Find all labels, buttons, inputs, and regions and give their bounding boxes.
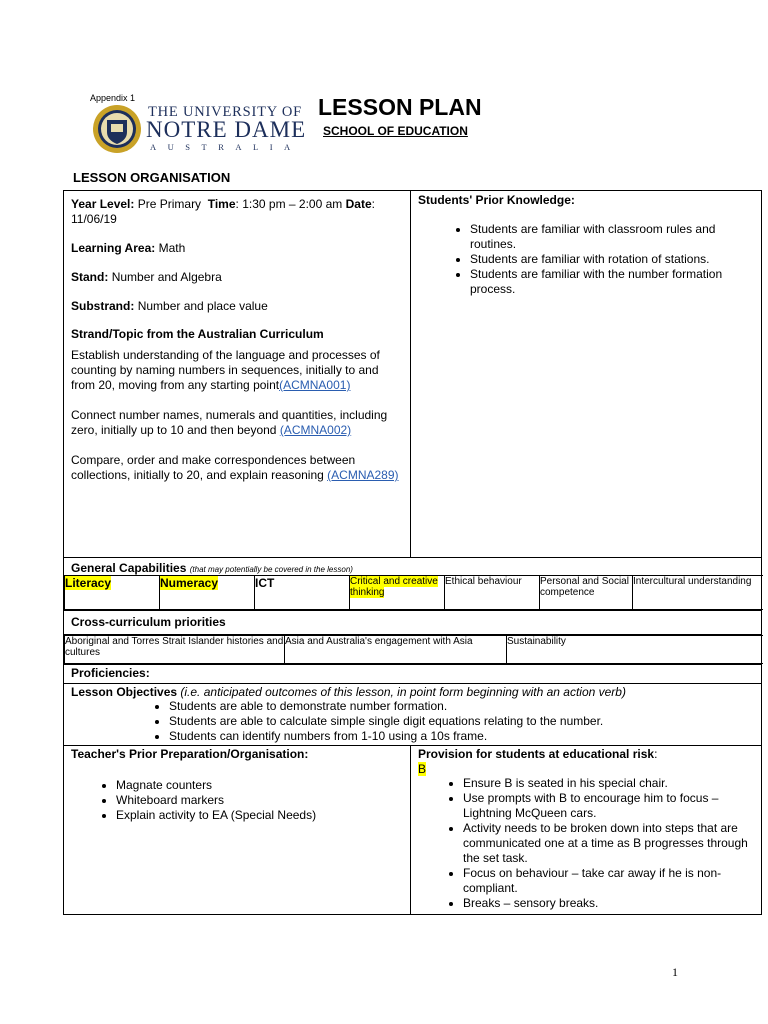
page-subtitle: SCHOOL OF EDUCATION	[323, 124, 468, 138]
provision-cell	[411, 746, 762, 915]
learning-area-line	[71, 241, 403, 255]
general-capabilities-cell	[64, 558, 762, 611]
curriculum-item-3	[71, 453, 403, 483]
logo-line-1: THE UNIVERSITY OF	[148, 104, 303, 120]
stand-line	[71, 270, 403, 284]
time-label: Time	[207, 197, 236, 211]
list-item: • Explain activity to EA (Special Needs)	[116, 808, 410, 823]
substrand-label: Substrand:	[71, 299, 135, 313]
date-label: Date	[345, 197, 372, 211]
provision-colon: :	[654, 747, 658, 761]
list-item: • Magnate counters	[116, 778, 410, 793]
preparation-label: Teacher's Prior Preparation/Organisation:	[71, 747, 309, 761]
capability-label: Numeracy	[160, 576, 219, 590]
cross-curriculum-cell	[64, 611, 762, 665]
objectives-label: Lesson Objectives	[71, 685, 178, 699]
page-number: 1	[672, 965, 678, 979]
provision-heading	[411, 746, 761, 762]
student-badge: B	[418, 762, 427, 776]
logo-line-2: NOTRE DAME	[146, 117, 307, 142]
list-item: • Ensure B is seated in his special chair.	[463, 776, 761, 791]
objectives-cell	[64, 684, 762, 746]
priority-aboriginal: Aboriginal and Torres Strait Islander histories and cultures	[65, 636, 285, 664]
curriculum-item-1	[71, 348, 403, 393]
preparation-list	[64, 778, 410, 823]
curriculum-item-2	[71, 408, 403, 438]
details-row	[64, 191, 762, 558]
capabilities-table	[64, 575, 763, 610]
prior-knowledge-list	[418, 222, 754, 297]
stand-label: Stand:	[71, 270, 109, 284]
cross-curriculum-heading: Cross-curriculum priorities	[64, 611, 761, 635]
substrand-line	[71, 299, 403, 313]
logo-line-3: AUSTRALIA	[150, 142, 302, 152]
stand-value: Number and Algebra	[111, 270, 222, 284]
section-heading: LESSON ORGANISATION	[73, 170, 231, 185]
year-level-label: Year Level:	[71, 197, 135, 211]
cross-curriculum-row	[64, 611, 762, 665]
list-item: • Use prompts with B to encourage him to focus – Lightning McQueen cars.	[463, 791, 761, 821]
general-capabilities-label: General Capabilities	[71, 561, 187, 575]
capability-personal-social: Personal and Social competence	[540, 576, 633, 610]
capability-ethical-behaviour: Ethical behaviour	[445, 576, 540, 610]
list-item: • Students are familiar with classroom rules and routines.	[470, 222, 754, 252]
objectives-heading	[64, 684, 761, 699]
curriculum-text-1: Establish understanding of the language and processes of counting by naming numbers in sequences, initially to and from 20, moving from any starting point	[71, 348, 380, 392]
preparation-heading	[64, 746, 410, 762]
capability-intercultural: Intercultural understanding	[633, 576, 763, 610]
list-item: • Breaks – sensory breaks.	[463, 896, 761, 911]
objectives-note: (i.e. anticipated outcomes of this lesson, in point form beginning with an action verb)	[180, 685, 626, 699]
objectives-list	[64, 699, 761, 744]
capability-label: Literacy	[65, 576, 112, 590]
cross-curriculum-table	[64, 635, 763, 664]
proficiencies-label: Proficiencies:	[71, 666, 150, 680]
list-item: • Students are able to calculate simple single digit equations relating to the number.	[169, 714, 761, 729]
provision-label: Provision for students at educational risk	[418, 747, 655, 761]
date-value: : 11/06/19	[71, 197, 375, 226]
provision-list	[411, 776, 761, 911]
capability-critical-thinking	[350, 576, 445, 610]
strand-topic-heading: Strand/Topic from the Australian Curriculum	[71, 327, 324, 341]
list-item: • Students can identify numbers from 1-10 using a 10s frame.	[169, 729, 761, 744]
university-logo	[92, 104, 307, 156]
preparation-row	[64, 746, 762, 915]
capability-numeracy	[160, 576, 255, 610]
lesson-table	[63, 190, 762, 915]
page-title: LESSON PLAN	[318, 94, 482, 120]
objectives-row	[64, 684, 762, 746]
curriculum-link-acmna002[interactable]: (ACMNA002)	[279, 423, 352, 437]
priority-sustainability: Sustainability	[507, 636, 763, 664]
list-item: • Whiteboard markers	[116, 793, 410, 808]
curriculum-text-2: Connect number names, numerals and quantities, including zero, initially up to 10 and then beyond	[71, 408, 388, 437]
general-capabilities-heading	[64, 558, 761, 575]
time-value: : 1:30 pm – 2:00 am	[235, 197, 343, 211]
preparation-cell	[64, 746, 411, 915]
year-level-value: Pre Primary	[137, 197, 202, 211]
general-capabilities-row	[64, 558, 762, 611]
curriculum-link-acmna001[interactable]: (ACMNA001)	[279, 378, 351, 392]
list-item: • Students are able to demonstrate number formation.	[169, 699, 761, 714]
priority-asia: Asia and Australia's engagement with Asia	[285, 636, 507, 664]
appendix-label: Appendix 1	[90, 93, 136, 103]
list-item: • Activity needs to be broken down into steps that are communicated one at a time as B progresses through the set task.	[463, 821, 761, 866]
year-time-date-line	[71, 197, 403, 227]
list-item: • Students are familiar with the number formation process.	[470, 267, 754, 297]
curriculum-link-acmna289[interactable]: (ACMNA289)	[327, 468, 399, 482]
capability-literacy	[65, 576, 160, 610]
curriculum-text-3: Compare, order and make correspondences between collections, initially to 20, and explain reasoning	[71, 453, 356, 482]
proficiencies-row	[64, 665, 762, 684]
capability-ict	[255, 576, 350, 610]
capability-label: Critical and creative thinking	[350, 576, 438, 598]
university-seal-icon	[92, 104, 142, 154]
prior-knowledge-cell	[411, 191, 762, 558]
list-item: • Focus on behaviour – take car away if he is non-compliant.	[463, 866, 761, 896]
general-capabilities-note: (that may potentially be covered in the lesson)	[189, 565, 353, 574]
list-item: • Students are familiar with rotation of stations.	[470, 252, 754, 267]
details-cell	[64, 191, 411, 558]
capability-label: ICT	[255, 576, 275, 590]
learning-area-label: Learning Area:	[71, 241, 156, 255]
substrand-value: Number and place value	[137, 299, 268, 313]
proficiencies-cell	[64, 665, 762, 684]
learning-area-value: Math	[158, 241, 186, 255]
prior-knowledge-heading: Students' Prior Knowledge:	[418, 193, 575, 207]
